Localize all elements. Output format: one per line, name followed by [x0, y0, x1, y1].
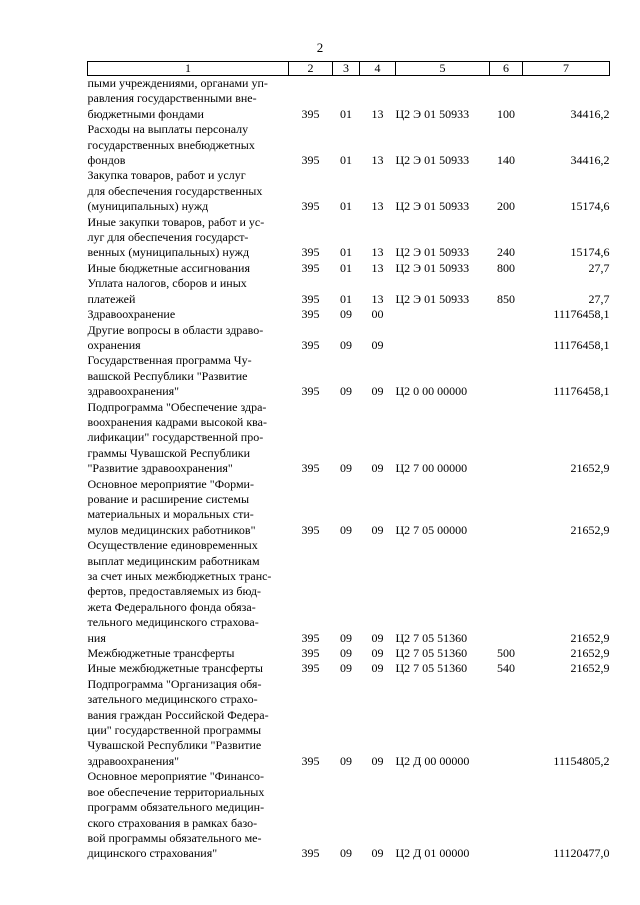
row-name-line: бюджетными фондами	[87, 106, 204, 121]
row-name-line: Иные закупки товаров, работ и ус-	[87, 214, 265, 229]
row-name	[88, 477, 289, 539]
row-subsection-code: 09	[371, 753, 384, 768]
row-name	[88, 323, 289, 354]
row-amount: 11154805,2	[553, 753, 610, 768]
row-amount: 27,7	[588, 291, 610, 306]
row-expense-type	[490, 477, 523, 539]
row-ministry-code: 395	[301, 199, 320, 214]
col-7-header: 7	[523, 62, 610, 76]
row-name-line: программ обязательного медицин-	[87, 800, 265, 815]
row-name-line: зательного медицинского страхо-	[87, 692, 258, 707]
row-section-code: 01	[340, 106, 352, 121]
row-name-line: Закупка товаров, работ и услуг	[87, 168, 246, 183]
table-row	[88, 261, 610, 276]
row-name-line: воохранения кадрами высокой ква-	[87, 414, 268, 429]
row-name-line: венных (муниципальных) нужд	[87, 245, 250, 260]
table-row	[88, 400, 610, 477]
row-expense-type	[490, 769, 523, 861]
row-target-article: Ц2 Э 01 50933	[395, 199, 470, 214]
row-subsection-code: 09	[371, 630, 384, 645]
table-row	[88, 215, 610, 261]
row-name-line: для обеспечения государственных	[87, 183, 263, 198]
row-name	[88, 276, 289, 307]
col-5-header: 5	[396, 62, 490, 76]
table-row	[88, 76, 610, 123]
row-section-code: 01	[340, 245, 352, 260]
row-expense-type	[490, 323, 523, 354]
row-expense-type	[490, 400, 523, 477]
row-target-article: Ц2 Э 01 50933	[395, 260, 470, 275]
row-target-article	[396, 323, 490, 354]
row-expense-type	[490, 353, 523, 399]
row-name	[88, 646, 289, 661]
row-target-article: Ц2 Э 01 50933	[395, 245, 470, 260]
row-subsection-code: 00	[371, 307, 384, 322]
row-subsection-code: 13	[371, 106, 384, 121]
row-name-line: государственных внебюджетных	[87, 137, 255, 152]
row-subsection-code: 09	[371, 522, 384, 537]
row-name	[88, 168, 289, 214]
row-name-line: граммы Чувашской Республики	[87, 445, 251, 460]
col-1-header: 1	[88, 62, 289, 76]
row-name-line: дицинского страхования"	[87, 846, 218, 861]
row-expense-type: 540	[497, 661, 515, 676]
row-name-line: Иные бюджетные ассигнования	[87, 260, 250, 275]
row-subsection-code: 09	[371, 337, 384, 352]
row-section-code: 09	[340, 630, 352, 645]
row-name	[88, 76, 289, 123]
row-subsection-code: 09	[371, 661, 384, 676]
table-row	[88, 168, 610, 214]
row-section-code: 09	[340, 337, 352, 352]
row-amount: 21652,9	[570, 461, 610, 476]
row-name-line: фондов	[87, 153, 126, 168]
row-section-code: 09	[340, 307, 352, 322]
row-name-line: лификации" государственной про-	[87, 430, 264, 445]
row-name-line: Другие вопросы в области здраво-	[87, 322, 264, 337]
row-subsection-code: 13	[371, 153, 384, 168]
row-name-line: Основное мероприятие "Форми-	[87, 476, 254, 491]
row-target-article	[396, 307, 490, 322]
row-name	[88, 538, 289, 646]
row-name-line: Государственная программа Чу-	[87, 353, 252, 368]
row-name-line: вашской Республики "Развитие	[87, 368, 248, 383]
row-name-line: равления государственными вне-	[87, 91, 257, 106]
row-name-line: Иные межбюджетные трансферты	[87, 661, 263, 676]
row-subsection-code: 13	[371, 199, 384, 214]
col-3-header: 3	[333, 62, 360, 76]
row-name-line: за счет иных межбюджетных транс-	[87, 569, 272, 583]
page-number: 2	[316, 40, 324, 55]
row-name-line: пыми учреждениями, органами уп-	[87, 76, 268, 90]
row-name	[88, 769, 289, 861]
row-target-article: Ц2 7 00 00000	[395, 461, 468, 476]
row-name	[88, 677, 289, 769]
row-name-line: (муниципальных) нужд	[87, 199, 209, 214]
row-expense-type	[490, 677, 523, 769]
row-section-code: 01	[340, 260, 352, 275]
row-ministry-code: 395	[301, 153, 320, 168]
table-row	[88, 353, 610, 399]
row-expense-type: 200	[497, 199, 515, 214]
col-2-header: 2	[289, 62, 333, 76]
row-name-line: Подпрограмма "Обеспечение здра-	[87, 399, 267, 414]
row-ministry-code: 395	[301, 260, 320, 275]
row-name-line: Осуществление единовременных	[87, 538, 258, 553]
row-amount: 21652,9	[570, 630, 610, 645]
row-amount: 11120477,0	[553, 846, 610, 861]
row-section-code: 09	[340, 522, 352, 537]
row-ministry-code: 395	[301, 846, 320, 861]
row-name-line: ского страхования в рамках базо-	[87, 815, 258, 830]
row-amount: 21652,9	[570, 646, 610, 661]
row-name	[88, 215, 289, 261]
row-name	[88, 261, 289, 276]
row-name-line: рование и расширение системы	[87, 491, 250, 506]
row-name-line: Основное мероприятие "Финансо-	[87, 769, 265, 784]
table-row	[88, 661, 610, 676]
table-row	[88, 769, 610, 861]
row-ministry-code: 395	[301, 337, 320, 352]
row-section-code: 09	[340, 846, 352, 861]
row-name-line: ции" государственной программы	[87, 723, 262, 738]
row-subsection-code: 13	[371, 260, 384, 275]
row-name	[88, 353, 289, 399]
row-name-line: Чувашской Республики "Развитие	[87, 738, 262, 753]
row-name-line: ния	[87, 630, 106, 645]
row-expense-type: 140	[497, 153, 515, 168]
row-section-code: 01	[340, 199, 352, 214]
row-name-line: здравоохранения"	[87, 753, 180, 768]
row-amount: 15174,6	[570, 245, 610, 260]
row-name-line: Расходы на выплаты персоналу	[87, 122, 249, 137]
row-target-article: Ц2 7 05 51360	[395, 661, 468, 676]
row-amount: 21652,9	[570, 661, 610, 676]
row-subsection-code: 13	[371, 291, 384, 306]
row-amount: 11176458,1	[553, 307, 610, 322]
row-name-line: вания граждан Российской Федера-	[87, 707, 269, 722]
row-expense-type	[490, 538, 523, 646]
row-ministry-code: 395	[301, 646, 320, 661]
row-target-article: Ц2 7 05 00000	[395, 522, 468, 537]
budget-table	[87, 61, 610, 862]
row-ministry-code: 395	[301, 307, 320, 322]
row-amount: 15174,6	[570, 199, 610, 214]
row-section-code: 09	[340, 661, 352, 676]
row-subsection-code: 09	[371, 461, 384, 476]
row-target-article: Ц2 Э 01 50933	[395, 153, 470, 168]
table-row	[88, 538, 610, 646]
row-subsection-code: 09	[371, 846, 384, 861]
row-name-line: здравоохранения"	[87, 384, 180, 399]
row-expense-type: 100	[497, 106, 515, 121]
row-target-article: Ц2 Э 01 50933	[395, 106, 470, 121]
column-number-header	[88, 62, 610, 76]
row-name-line: вой программы обязательного ме-	[87, 830, 262, 845]
col-4-header: 4	[360, 62, 396, 76]
row-name-line: охранения	[87, 337, 141, 352]
row-target-article: Ц2 Д 00 00000	[395, 753, 470, 768]
row-amount: 34416,2	[570, 106, 610, 121]
table-body	[88, 76, 610, 862]
row-name-line: "Развитие здравоохранения"	[87, 461, 233, 476]
row-section-code: 09	[340, 384, 352, 399]
row-subsection-code: 09	[371, 646, 384, 661]
row-ministry-code: 395	[301, 384, 320, 399]
table-row	[88, 307, 610, 322]
row-section-code: 09	[340, 753, 352, 768]
row-name-line: жета Федерального фонда обяза-	[87, 599, 256, 614]
row-section-code: 09	[340, 646, 352, 661]
row-target-article: Ц2 Э 01 50933	[395, 291, 470, 306]
table-row	[88, 122, 610, 168]
row-name-line: Межбюджетные трансферты	[87, 646, 235, 661]
table-row	[88, 646, 610, 661]
row-expense-type: 850	[497, 291, 515, 306]
row-amount: 11176458,1	[553, 337, 610, 352]
row-name-line: платежей	[87, 291, 136, 306]
row-amount: 34416,2	[570, 153, 610, 168]
row-name-line: Уплата налогов, сборов и иных	[87, 276, 247, 291]
row-ministry-code: 395	[301, 753, 320, 768]
row-ministry-code: 395	[301, 106, 320, 121]
row-ministry-code: 395	[301, 245, 320, 260]
row-amount: 21652,9	[570, 522, 610, 537]
row-expense-type: 500	[497, 646, 515, 661]
row-amount: 27,7	[588, 260, 610, 275]
row-subsection-code: 13	[371, 245, 384, 260]
row-section-code: 09	[340, 461, 352, 476]
row-target-article: Ц2 0 00 00000	[395, 384, 468, 399]
row-ministry-code: 395	[301, 661, 320, 676]
row-expense-type: 800	[497, 260, 515, 275]
row-ministry-code: 395	[301, 630, 320, 645]
row-name-line: Подпрограмма "Организация обя-	[87, 676, 262, 691]
row-name	[88, 307, 289, 322]
row-expense-type	[490, 307, 523, 322]
row-name-line: выплат медицинским работникам	[87, 553, 260, 568]
row-target-article: Ц2 7 05 51360	[395, 630, 468, 645]
row-target-article: Ц2 Д 01 00000	[395, 846, 470, 861]
row-name-line: вое обеспечение территориальных	[87, 784, 265, 799]
row-subsection-code: 09	[371, 384, 384, 399]
row-ministry-code: 395	[301, 522, 320, 537]
row-name	[88, 661, 289, 676]
row-name-line: мулов медицинских работников"	[87, 522, 256, 537]
col-6-header: 6	[490, 62, 523, 76]
row-name-line: луг для обеспечения государст-	[87, 230, 249, 245]
row-name-line: Здравоохранение	[87, 307, 176, 322]
table-row	[88, 323, 610, 354]
table-row	[88, 677, 610, 769]
row-target-article: Ц2 7 05 51360	[395, 646, 468, 661]
row-name-line: тельного медицинского страхова-	[87, 615, 259, 630]
row-section-code: 01	[340, 153, 352, 168]
row-name-line: фертов, предоставляемых из бюд-	[87, 584, 261, 599]
row-section-code: 01	[340, 291, 352, 306]
row-ministry-code: 395	[301, 461, 320, 476]
row-ministry-code: 395	[301, 291, 320, 306]
row-name	[88, 400, 289, 477]
row-amount: 11176458,1	[553, 384, 610, 399]
row-name-line: материальных и моральных сти-	[87, 507, 254, 522]
row-expense-type: 240	[497, 245, 515, 260]
table-row	[88, 477, 610, 539]
table-row	[88, 276, 610, 307]
row-name	[88, 122, 289, 168]
